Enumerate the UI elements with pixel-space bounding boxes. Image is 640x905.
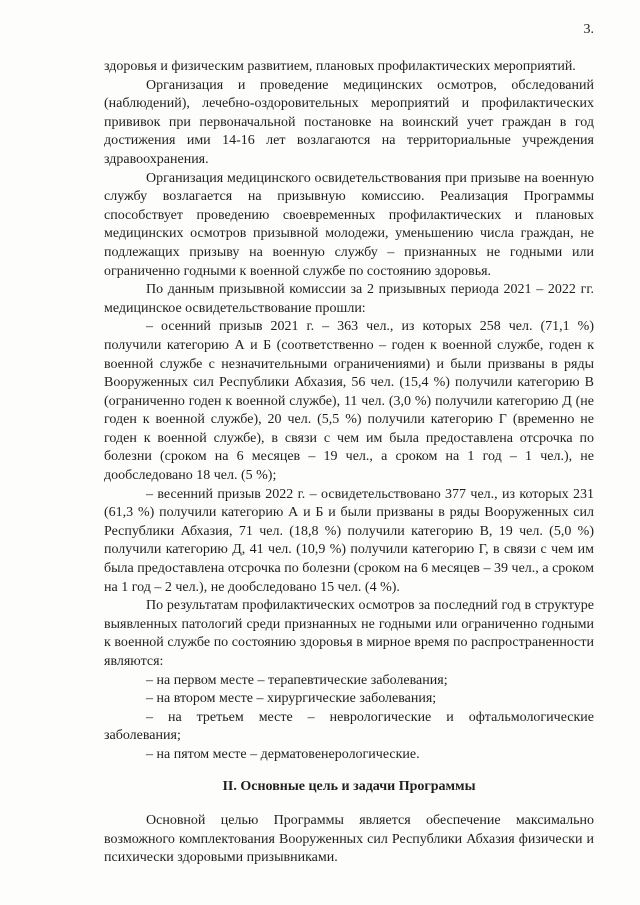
paragraph: Организация и проведение медицинских осмотров, обследований (наблюдений), лечебно-оздоровительных мероприятий и профилактических прививок при первоначальной постановке на воинский учет граждан в год достижения ими 14-16 лет возлагаются на территориальные учреждения здравоохранения. xyxy=(104,77,594,167)
section-heading: II. Основные цель и задачи Программы xyxy=(222,778,476,794)
list-item: – на пятом месте – дерматовенерологические. xyxy=(146,746,420,762)
document-body xyxy=(104,58,594,868)
paragraph: Основной целью Программы является обеспечение максимально возможного комплектования Вооруженных сил Республики Абхазия физически и психически здоровыми призывниками. xyxy=(104,813,594,866)
page-number: 3. xyxy=(583,22,594,37)
paragraph: По данным призывной комиссии за 2 призывных периода 2021 – 2022 гг. медицинское освидетельствование прошли: xyxy=(104,282,594,316)
list-item: – на первом месте – терапевтические заболевания; xyxy=(146,672,448,688)
paragraph: Организация медицинского освидетельствования при призыве на военную службу возлагается на призывную комиссию. Реализация Программы способствует проведению своевременных профилактических и плановых медицинских осмотров призывной молодежи, уменьшению числа граждан, не подлежащих призыву на военную службу – признанных не годными или ограниченно годными к военной службе по состоянию здоровья. xyxy=(104,170,594,279)
list-item: – на третьем месте – неврологические и офтальмологические заболевания; xyxy=(104,709,594,744)
paragraph: По результатам профилактических осмотров за последний год в структуре выявленных патологий среди признанных не годными или ограниченно годными к военной службе по состоянию здоровья в мирное время по распространенности являются: xyxy=(104,598,594,669)
paragraph: – весенний призыв 2022 г. – освидетельствовано 377 чел., из которых 231 (61,3 %) получили категорию А и Б и были призваны в ряды Вооруженных сил Республики Абхазия, 71 чел. (18,8 %) получили категорию В, 19 чел. (5,0 %) получили категорию Д, 41 чел. (10,9 %) получили категорию Г, в связи с чем им была предоставлена отсрочка по болезни (сроком на 6 месяцев – 39 чел., а сроком на 1 год – 2 чел.), не дообследовано 15 чел. (4 %). xyxy=(104,486,594,595)
paragraph: здоровья и физическим развитием, плановых профилактических мероприятий. xyxy=(104,59,576,74)
list-item: – на втором месте – хирургические заболевания; xyxy=(146,691,437,707)
paragraph: – осенний призыв 2021 г. – 363 чел., из которых 258 чел. (71,1 %) получили категорию А и Б (соответственно – годен к военной службе, годен к военной службе с незначительными ограничениями) и были призваны в ряды Вооруженных сил Республики Абхазия, 56 чел. (15,4 %) получили категорию В (ограниченно годен к военной службе), 11 чел. (3,0 %) получили категорию Д (не годен к военной службе), 20 чел. (5,5 %) получили категорию Г (временно не годен к военной службе), в связи с чем им была предоставлена отсрочка по болезни (сроком на 6 месяцев – 19 чел., а сроком на 1 год – 1 чел.), не дообследовано 18 чел. (5 %); xyxy=(104,319,594,484)
